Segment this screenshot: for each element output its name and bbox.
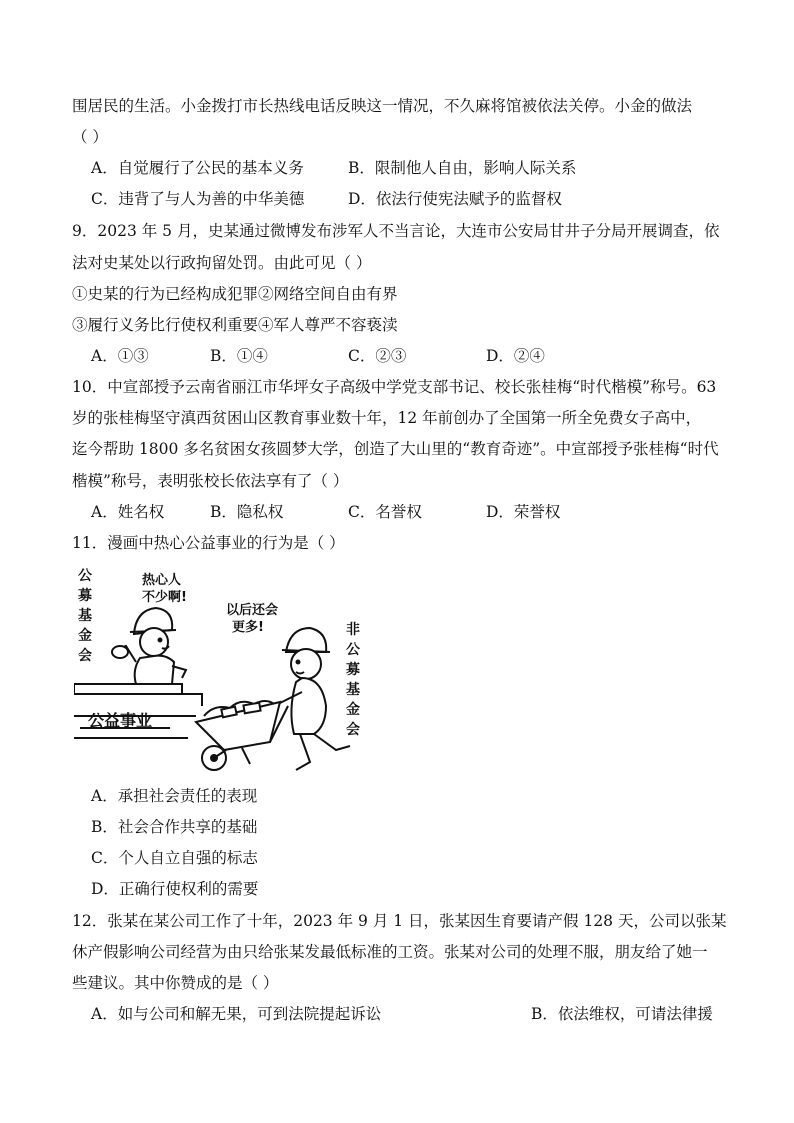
q9-option-a[interactable]: A．①③ <box>91 347 149 365</box>
q8-option-c[interactable]: C．违背了与人为善的中华美德 <box>91 190 305 208</box>
q8-option-b[interactable]: B．限制他人自由，影响人际关系 <box>348 159 577 177</box>
q10-stem-line-2: 岁的张桂梅坚守滇西贫困山区教育事业数十年，12 年前创办了全国第一所全免费女子高中， <box>72 409 702 427</box>
q11-option-d[interactable]: D．正确行使权利的需要 <box>91 880 259 898</box>
q12-stem-line-3: 些建议。其中你赞成的是（ ） <box>72 974 279 992</box>
q9-statements-line-2: ③履行义务比行使权利重要④军人尊严不容亵渎 <box>72 316 398 334</box>
q11-comic <box>74 566 374 778</box>
q9-option-b[interactable]: B．①④ <box>210 347 268 365</box>
q9-option-d[interactable]: D．②④ <box>486 347 545 365</box>
comic-left-label-c4: 金 <box>78 628 92 644</box>
comic-left-bubble-1: 热心人 <box>142 573 182 588</box>
comic-right-bubble-2: 更多! <box>232 620 264 635</box>
q10-stem-line-4: 楷模”称号，表明张校长依法享有了（ ） <box>72 472 349 490</box>
comic-platform-label: 公益事业 <box>88 711 153 730</box>
comic-right-label-c5: 金 <box>346 702 360 718</box>
comic-right-label-c1: 非 <box>346 622 360 638</box>
comic-right-label-c4: 基 <box>346 682 360 698</box>
q11-option-a[interactable]: A．承担社会责任的表现 <box>91 787 258 805</box>
comic-left-label-c5: 会 <box>78 648 92 664</box>
q10-option-c[interactable]: C．名誉权 <box>348 503 422 521</box>
q12-option-b[interactable]: B．依法维权，可请法律援 <box>531 1005 713 1023</box>
q11-option-b[interactable]: B．社会合作共享的基础 <box>91 818 258 836</box>
comic-right-label-c3: 募 <box>346 662 360 678</box>
q10-option-d[interactable]: D．荣誉权 <box>486 503 561 521</box>
q9-stem-line-1: 9．2023 年 5 月，史某通过微博发布涉军人不当言论，大连市公安局甘井子分局开展调查，依 <box>72 222 720 240</box>
q8-stem-line-2: （ ） <box>72 128 108 146</box>
comic-left-figure <box>112 608 186 684</box>
q10-option-a[interactable]: A．姓名权 <box>91 503 165 521</box>
comic-right-label-c6: 会 <box>346 722 360 738</box>
q11-option-c[interactable]: C．个人自立自强的标志 <box>91 849 258 867</box>
q11-stem: 11．漫画中热心公益事业的行为是（ ） <box>72 534 345 552</box>
q9-stem-line-2: 法对史某处以行政拘留处罚。由此可见（ ） <box>72 254 372 272</box>
q12-stem-line-1: 12．张某在某公司工作了十年，2023 年 9 月 1 日，张某因生育要请产假 128 天，公司以张某 <box>72 912 727 930</box>
comic-left-label <box>78 568 97 664</box>
q10-stem-line-3: 迄今帮助 1800 多名贫困女孩圆梦大学，创造了大山里的“教育奇迹”。中宣部授予张桂梅“时代 <box>72 440 719 458</box>
comic-right-bubble-1: 以后还会 <box>226 603 279 618</box>
q8-option-a[interactable]: A．自觉履行了公民的基本义务 <box>91 159 304 177</box>
q9-statements-line-1: ①史某的行为已经构成犯罪②网络空间自由有界 <box>72 285 398 303</box>
q12-stem-line-2: 休产假影响公司经营为由只给张某发最低标准的工资。张某对公司的处理不服，朋友给了她一 <box>72 943 708 961</box>
q10-option-b[interactable]: B．隐私权 <box>210 503 284 521</box>
comic-drawing <box>74 566 374 778</box>
q12-option-a[interactable]: A．如与公司和解无果，可到法院提起诉讼 <box>91 1005 382 1023</box>
comic-left-label-c2: 募 <box>78 588 92 604</box>
comic-right-label <box>346 622 365 738</box>
q8-stem-line-1: 围居民的生活。小金拨打市长热线电话反映这一情况，不久麻将馆被依法关停。小金的做法 <box>72 97 693 115</box>
comic-left-label-c1: 公 <box>78 568 92 584</box>
comic-left-bubble-2: 不少啊! <box>142 590 187 605</box>
comic-wheelbarrow <box>196 701 288 770</box>
q8-option-d[interactable]: D．依法行使宪法赋予的监督权 <box>348 190 562 208</box>
comic-left-label-c3: 基 <box>78 608 92 624</box>
q10-stem-line-1: 10．中宣部授予云南省丽江市华坪女子高级中学党支部书记、校长张桂梅“时代楷模”称号。63 <box>72 378 717 396</box>
q9-option-c[interactable]: C．②③ <box>348 347 407 365</box>
comic-right-figure <box>278 628 350 770</box>
comic-right-label-c2: 公 <box>346 642 360 658</box>
